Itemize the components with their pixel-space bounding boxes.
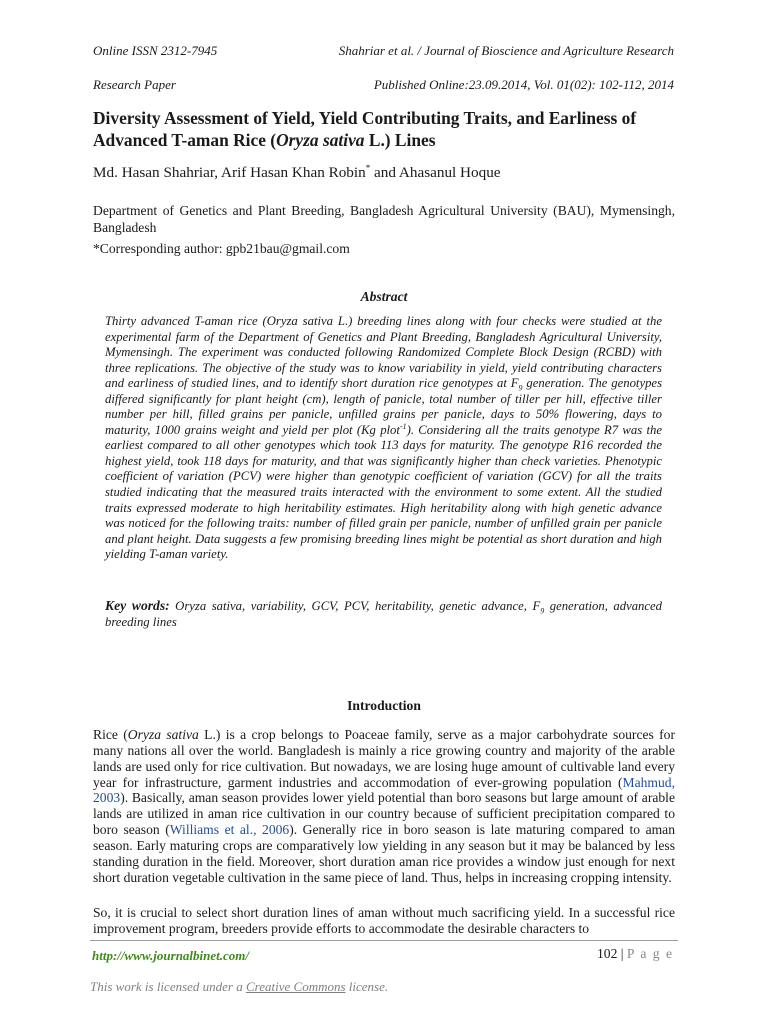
authors-part2: and Ahasanul Hoque: [370, 164, 501, 182]
corresponding-author: *Corresponding author: gpb21bau@gmail.com: [93, 241, 350, 256]
p1-text-a: Rice (: [93, 727, 128, 742]
header-published: Published Online:23.09.2014, Vol. 01(02): 102-112, 2014: [373, 77, 674, 92]
affiliation: Department of Genetics and Plant Breeding, Bangladesh Agricultural University (BAU), Mymensingh, Bangladesh: [93, 203, 675, 235]
header-issn: Online ISSN 2312-7945: [93, 43, 218, 58]
title-tail: L.) Lines: [364, 130, 436, 150]
citation-link-mahmud[interactable]: Mahmud, 2003: [93, 774, 675, 806]
introduction-paragraph-1: [93, 727, 675, 885]
citation-link-williams[interactable]: Williams et al., 2006: [169, 822, 290, 838]
authors-part1: Md. Hasan Shahriar, Arif Hasan Khan Robin: [93, 164, 366, 182]
abstract-text: [105, 314, 662, 563]
title-main: Diversity Assessment of Yield, Yield Contributing Traits, and Earliness of Advanced T-aman Rice (: [93, 108, 637, 150]
introduction-heading: Introduction: [347, 698, 421, 713]
license-post: license.: [345, 979, 389, 994]
p1-text-c: ). Basically, aman season provides lower yield potential than boro seasons but large amount of arable lands are utilized in aman rice cultivation in our country because of sufficient precipitation compared to boro season (: [93, 790, 675, 838]
page-number: [597, 946, 674, 962]
keywords-subscript: 9: [540, 606, 545, 616]
header-journal: Shahriar et al. / Journal of Bioscience and Agriculture Research: [338, 43, 674, 58]
abstract-text-1: Thirty advanced T-aman rice (Oryza sativa L.) breeding lines along with four checks were studied at the experimental farm of the Department of Genetics and Plant Breeding, Bangladesh Agricultural University, Mymensingh. The experiment was conducted following Randomized Complete Block Design (RCBD) with three replications. The objective of the study was to know variability in yield, yield contributing characters and earliness of studied lines, and to identify short duration rice genotypes at F: [105, 314, 662, 391]
journal-url-link[interactable]: http://www.journalbinet.com/: [92, 948, 249, 963]
page-label: P a g e: [626, 946, 674, 961]
keywords-text-2: generation, advanced breeding lines: [105, 599, 662, 629]
introduction-paragraph-2: So, it is crucial to select short duration lines of aman without much sacrificing yield. In a successful rice improvement program, breeders provide efforts to accommodate the desirable characters to: [93, 905, 675, 936]
author-list: [93, 163, 501, 182]
p1-species: Oryza sativa: [127, 727, 199, 742]
p1-text-d: ). Generally rice in boro season is late maturing compared to aman season. Early maturing crops are comparatively low yielding in any season but it may be balanced by less standing duration in the field. Moreover, short duration aman rice provides a window just enough for next short duration vegetable cultivation in the same piece of land. Thus, helps in increasing cropping intensity.: [93, 822, 676, 885]
keywords: [105, 598, 662, 630]
abstract-heading: Abstract: [360, 289, 408, 304]
page-separator: |: [617, 946, 627, 961]
p1-text-b: L.) is a crop belongs to Poaceae family, serve as a major carbohydrate sources for many nations all over the world. Bangladesh is mainly a rice growing country and majority of the arable lands are used only for rice cultivation. But nowadays, we are losing huge amount of cultivable land every year for infrastructure, garment industries and accommodation of ever-growing population (: [93, 727, 675, 790]
abstract-text-3: ). Considering all the traits genotype R7 was the earliest compared to all other genotypes which took 113 days for maturity. The genotype R16 recorded the highest yield, took 118 days for maturity, and that was significantly higher than check varieties. Phenotypic coefficient of variation (PCV) were higher than genotypic coefficient of variation (GCV) for all the traits studied indicating that the measured traits interacted with the environment to some extent. All the studied traits expressed moderate to high heritability estimates. High heritability along with high genetic advance was noticed for the following traits: number of filled grain per panicle, number of unfilled grain per panicle and plant height. Data suggests a few promising breeding lines might be potential as short duration and high yielding T-aman variety.: [105, 422, 662, 562]
abstract-text-2: generation. The genotypes differed significantly for plant height (cm), length of panicle, total number of tiller per hill, effective tiller number per hill, filled grains per panicle, unfilled grains per panicle, days to 50% flowering, days to maturity, 1000 grains weight and yield per plot (Kg plot: [105, 376, 663, 437]
keywords-label: Key words:: [105, 598, 170, 613]
license-pre: This work is licensed under a: [90, 979, 246, 994]
corresponding-marker: *: [365, 163, 371, 173]
footer-divider: [90, 940, 678, 941]
title-species: Oryza sativa: [276, 130, 365, 150]
paper-title: [93, 107, 678, 151]
page-number-value: 102: [597, 946, 618, 961]
header-paper-type: Research Paper: [93, 77, 176, 92]
creative-commons-link[interactable]: Creative Commons: [246, 979, 346, 994]
abstract-superscript: -1: [399, 421, 407, 431]
keywords-text-1: Oryza sativa, variability, GCV, PCV, heritability, genetic advance, F: [169, 599, 541, 613]
abstract-subscript: 9: [518, 383, 523, 393]
license-notice: [90, 979, 388, 995]
